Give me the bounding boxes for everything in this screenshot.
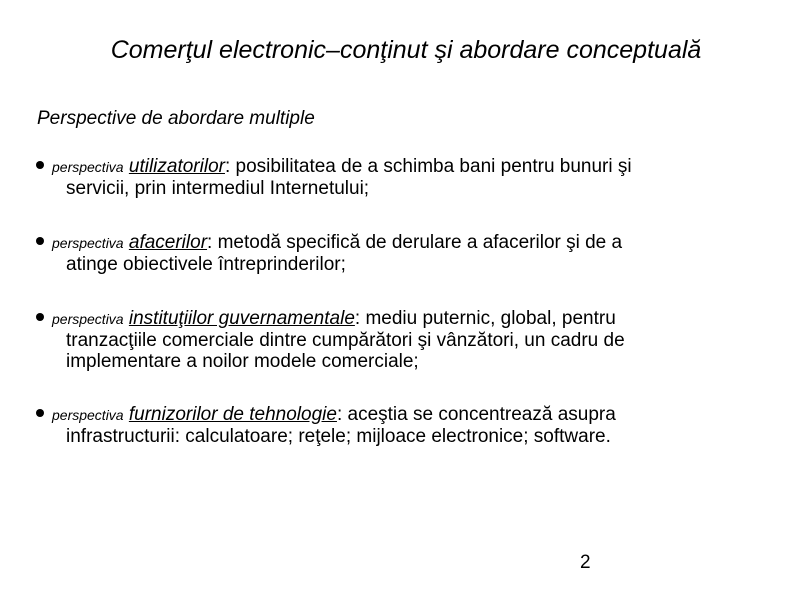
perspective-label: perspectiva [52, 407, 124, 423]
bullet-text: : metodă specifică de derulare a afacerilor şi de a [207, 232, 623, 253]
perspective-term: utilizatorilor [128, 156, 225, 177]
bullet-item [36, 156, 756, 199]
slide-subtitle: Perspective de abordare multiple [37, 108, 315, 129]
bullet-continuation: servicii, prin intermediul Internetului; [66, 178, 370, 199]
bullet-continuation: implementare a noilor modele comerciale; [66, 351, 419, 372]
bullet-continuation: atinge obiectivele întreprinderilor; [66, 254, 346, 275]
perspective-term: furnizorilor de tehnologie [128, 404, 337, 425]
bullet-dot-icon [36, 313, 44, 321]
bullet-dot-icon [36, 161, 44, 169]
bullet-text: : mediu puternic, global, pentru [354, 308, 616, 329]
bullet-continuation: infrastructurii: calculatoare; reţele; mijloace electronice; software. [66, 426, 611, 447]
perspective-label: perspectiva [52, 159, 124, 175]
slide-title: Comerţul electronic–conţinut şi abordare conceptuală [110, 36, 702, 64]
bullet-item [36, 232, 756, 275]
perspective-term: instituţiilor guvernamentale [128, 308, 355, 329]
bullet-dot-icon [36, 409, 44, 417]
bullet-item [36, 404, 756, 447]
bullet-dot-icon [36, 237, 44, 245]
perspective-term: afacerilor [128, 232, 208, 253]
bullet-continuation: tranzacţiile comerciale dintre cumpărători şi vânzători, un cadru de [66, 330, 625, 351]
perspective-label: perspectiva [52, 235, 124, 251]
perspective-label: perspectiva [52, 311, 124, 327]
bullet-item [36, 308, 756, 372]
bullet-text: : aceştia se concentrează asupra [336, 404, 616, 425]
bullet-text: : posibilitatea de a schimba bani pentru bunuri şi [224, 156, 632, 177]
page-number: 2 [580, 552, 591, 573]
